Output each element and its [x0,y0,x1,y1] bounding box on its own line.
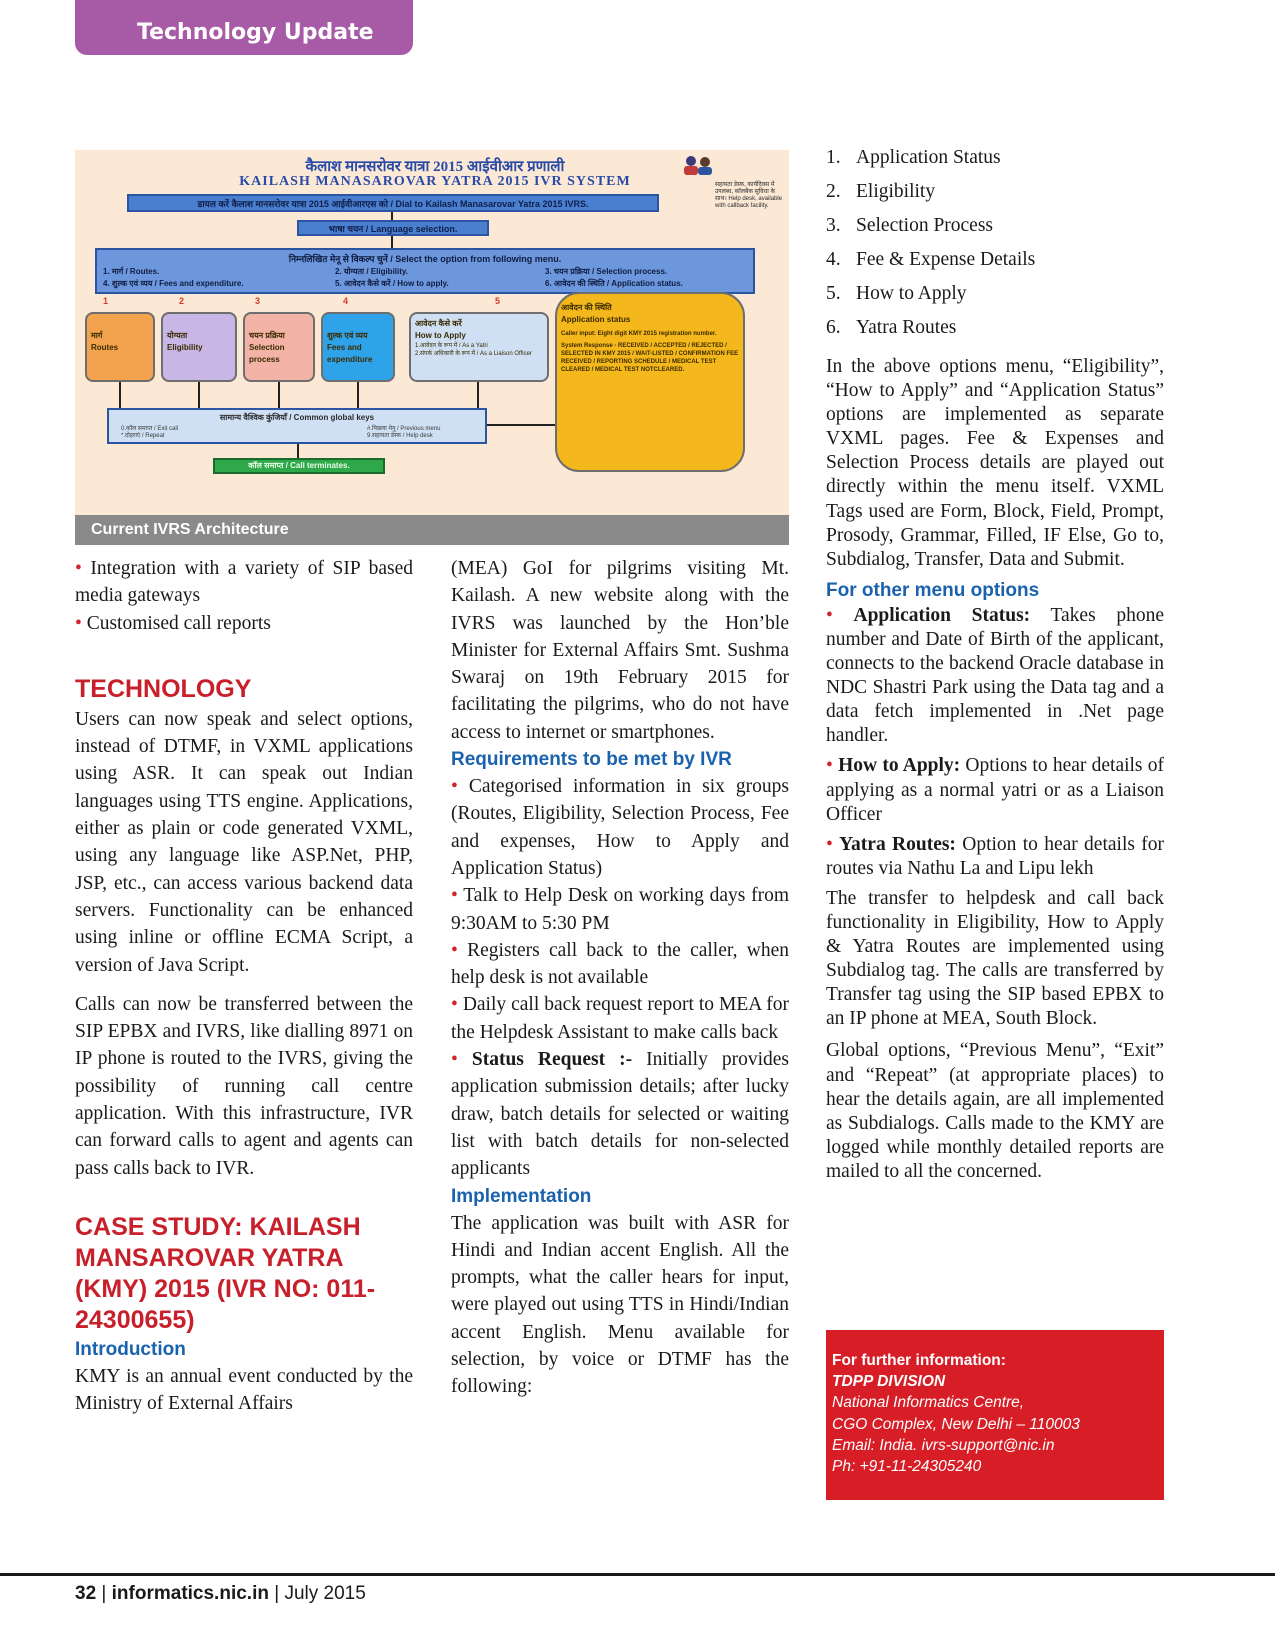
body-paragraph: Global options, “Previous Menu”, “Exit” and “Repeat” (at appropriate places) to hear the details again, are all implemented as Subdialogs. Calls made to the KMY are logged while monthly detailed reports are mailed to all the concerned. [826,1040,1164,1182]
flow-arrow [391,212,393,220]
menu-options-list [826,143,1164,347]
global-keys-left [121,426,178,440]
page-number: 32 [75,1583,97,1604]
info-phone: Ph: +91-11-24305240 [832,1458,982,1476]
body-paragraph: KMY is an annual event conducted by the Ministry of External Affairs [75,1365,413,1415]
node-selection-process [243,312,315,382]
status-line: Caller input: Eight digit KMY 2015 registration number. [561,331,717,337]
column-2 [451,555,789,1401]
global-key: *.दोहराएं / Repeat [121,433,165,439]
column-3 [826,143,1164,1184]
bullet-text: Registers call back to the caller, when help desk is not available [451,939,789,989]
bullet-icon: • [826,833,833,855]
list-item [826,313,1164,347]
bullet-text: Categorised information in six groups (Routes, Eligibility, Selection Process, Fee and expenses, How to Apply and Application Status) [451,776,789,879]
list-label: Application Status [856,147,1001,168]
bullet-icon: • [75,612,82,634]
language-bar: भाषा चयन / Language selection. [297,220,489,236]
node-fees [321,312,395,382]
list-item [826,177,1164,211]
status-line: System Response - RECEIVED / ACCEPTED / REJECTED / SELECTED IN KMY 2015 / WAIT-LISTED / CONFIRMATION FEE RECEIVED / REPORTING SCHEDULE / MEDICAL TEST CLEARED / MEDICAL TEST NOTCLEARED. [561,343,739,373]
list-item [826,279,1164,313]
bullet-item [826,833,1164,881]
node-hindi: आवेदन की स्थिति [561,303,612,312]
body-paragraph: Users can now speak and select options, instead of DTMF, in VXML applications using ASR. It can speak out Indian languages using TTS engine. Applications, either as plain or code generated VXML, using any language like ASP.Net, PHP, JSP, etc., can access various backend data servers. Functionality can be enhanced using inline or offline ECMA Script, a version of Java Script. [75,708,413,976]
info-heading: For further information: [832,1352,1006,1369]
implementation-heading: Implementation [451,1185,592,1207]
footer-rule [0,1573,1275,1576]
info-email: Email: India. ivrs-support@nic.in [832,1436,1055,1454]
global-key: #.पिछला मेनू / Previous menu [367,426,441,432]
flow-arrow [297,444,299,458]
node-hindi: आवेदन कैसे करें [415,319,462,328]
bullet-item [451,991,789,1046]
bullet-icon: • [451,776,458,798]
node-english: Selection process [249,343,285,364]
diagram-title-english: KAILASH MANASAROVAR YATRA 2015 IVR SYSTEM [239,174,631,189]
bullet-text: Daily call back request report to MEA for the Helpdesk Assistant to make calls back [451,994,789,1043]
global-keys-box [107,408,487,444]
node-number: 1 [103,296,109,306]
bullet-text: Options to hear details of applying as a normal yatri or as a Liaison Officer [826,755,1165,825]
helpdesk-note: सहायता डेस्क, कार्यदिवस में उपलब्ध, कॉलबैक सुविधा के साथ। Help desk, available with callback facility. [715,182,783,209]
case-study-heading: CASE STUDY: KAILASH MANSAROVAR YATRA (KMY) 2015 (IVR NO: 011-24300655) [75,1212,376,1334]
node-number: 4 [343,296,349,306]
bullet-item [826,754,1164,826]
body-paragraph: (MEA) GoI for pilgrims visiting Mt. Kailash. A new website along with the IVRS was launched by the Hon’ble Minister for External Affairs Smt. Sushma Swaraj on 19th February 2015 for facilitating the pilgrims, who do not have access to internet or smartphones. [451,558,789,743]
page-footer [75,1582,366,1606]
node-english: Application status [561,315,631,324]
bullet-item [451,773,789,882]
flow-arrow [391,236,393,248]
footer-separator: | [96,1583,112,1604]
bullet-text: Takes phone number and Date of Birth of the applicant, connects to the backend Oracle database in NDC Shastri Park using the Data tag and a data fetch implemented in .Net page handler. [826,604,1164,747]
list-label: Eligibility [856,181,936,202]
list-label: How to Apply [856,283,967,304]
node-how-to-apply [409,312,549,382]
apply-line: 2.संपर्क अधिकारी के रूप में / As a Liaison Officer [415,351,532,357]
bullet-icon: • [451,939,458,961]
bullet-text: Integration with a variety of SIP based media gateways [75,558,413,607]
list-number: 4. [826,249,841,270]
global-keys-title: सामान्य वैश्विक कुंजियाँ / Common global keys [219,413,375,422]
global-key: 9.सहायता डेस्क / Help desk [367,433,433,439]
list-number: 2. [826,181,841,202]
node-application-status [555,292,745,472]
dial-bar: डायल करें कैलाश मानसरोवर यात्रा 2015 आईवीआरएस को / Dial to Kailash Manasarovar Yatra 2015 IVRS. [127,194,659,212]
flow-arrow [119,382,121,408]
flow-arrow [357,382,359,408]
other-options-heading: For other menu options [826,579,1040,601]
flow-arrow [278,382,280,408]
bullet-label: Status Request :- [471,1049,633,1071]
node-english: Eligibility [167,343,203,352]
node-number: 5 [495,296,501,306]
body-paragraph: The application was built with ASR for Hindi and Indian accent English. All the prompts, what the caller hears for input, were played out using TTS in Hindi/Indian accent English. Menu available for selection, by voice or DTMF has the following: [451,1212,789,1398]
body-paragraph: The transfer to helpdesk and call back functionality in Eligibility, How to Apply & Yatra Routes are implemented using Subdialog tag. The calls are transferred by Transfer tag using the SIP based EPBX to an IP phone at MEA, South Block. [826,887,1164,1030]
menu-option: 2. योग्यता / Eligibility. [335,267,408,276]
bullet-label: Yatra Routes: [839,833,956,855]
menu-option: 1. मार्ग / Routes. [103,267,160,276]
bullet-label: Application Status: [853,604,1031,626]
flow-arrow [477,382,479,408]
bullet-item [75,610,413,637]
footer-date: July 2015 [284,1583,366,1604]
bullet-icon: • [826,755,833,777]
list-item [826,143,1164,177]
bullet-item [75,555,413,610]
node-hindi: शुल्क एवं व्यय [327,331,368,340]
menu-options-box [95,248,755,294]
list-label: Yatra Routes [856,317,957,338]
menu-option: 3. चयन प्रक्रिया / Selection process. [545,267,668,276]
menu-option: 4. शुल्क एवं व्यय / Fees and expenditure. [103,279,244,288]
technology-heading: TECHNOLOGY [75,674,252,703]
node-hindi: योग्यता [167,331,188,340]
section-label: Technology Update [137,20,374,45]
bullet-icon: • [75,558,82,579]
requirements-heading: Requirements to be met by IVR [451,749,732,771]
flow-connector [487,424,555,426]
list-item [826,211,1164,245]
column-1 [75,555,413,1418]
menu-heading: निम्नलिखित मेनू से विकल्प चुनें / Select the option from following menu. [288,254,562,264]
node-number: 2 [179,296,185,306]
node-number: 3 [255,296,261,306]
menu-option: 6. आवेदन की स्थिति / Application status. [545,279,683,288]
apply-line: 1.आवेदन के रूप में / As a Yatri [415,343,488,349]
body-paragraph: Calls can now be transferred between the SIP EPBX and IVRS, like dialling 8971 on IP phone is routed to the IVRS, giving the possibility of running call centre application. With this infrastructure, IVR can forward calls to agent and agents can pass calls back to IVR. [75,993,413,1179]
bullet-text: Initially provides application submission details; after lucky draw, batch details for selected or waiting list with batch details for non-selected applicants [451,1049,790,1180]
bullet-text: Option to hear details for routes via Nathu La and Lipu lekh [826,833,1165,879]
figure-caption: Current IVRS Architecture [91,521,289,538]
bullet-icon: • [451,1049,458,1071]
introduction-heading: Introduction [75,1338,186,1360]
helpdesk-person-icon [681,154,715,176]
bullet-text: Talk to Help Desk on working days from 9:30AM to 5:30 PM [451,885,789,934]
node-hindi: मार्ग [91,331,103,340]
list-item [826,245,1164,279]
node-english: Fees and expenditure [327,343,373,364]
ivrs-architecture-figure [75,150,789,545]
figure-caption-bar [75,515,789,545]
bullet-item [451,882,789,937]
info-line: CGO Complex, New Delhi – 110003 [832,1415,1080,1433]
list-number: 1. [826,147,841,168]
footer-site: informatics.nic.in [111,1583,269,1604]
info-line: National Informatics Centre, [832,1394,1025,1412]
ivrs-diagram [75,150,789,515]
call-terminates-bar: कॉल समाप्त / Call terminates. [213,458,385,474]
further-info-box [826,1330,1164,1500]
bullet-item [826,604,1164,749]
info-division: TDPP DIVISION [832,1373,946,1391]
list-number: 6. [826,317,841,338]
section-tab [75,0,413,55]
node-hindi: चयन प्रक्रिया [249,331,285,340]
bullet-item [451,937,789,992]
bullet-item [451,1046,789,1182]
footer-separator: | [268,1583,285,1604]
node-eligibility [161,312,237,382]
flow-arrow [198,382,200,408]
bullet-icon: • [451,885,458,907]
list-label: Selection Process [856,215,994,236]
bullet-text: Customised call reports [86,612,271,634]
bullet-label: How to Apply: [838,755,961,777]
bullet-icon: • [451,994,458,1016]
menu-option: 5. आवेदन कैसे करें / How to apply. [335,279,449,288]
global-keys-right [367,426,440,440]
list-number: 5. [826,283,841,304]
node-english: Routes [91,343,119,352]
list-number: 3. [826,215,841,236]
diagram-title-hindi: कैलाश मानसरोवर यात्रा 2015 आईवीआर प्रणाली [305,159,565,175]
list-label: Fee & Expense Details [856,249,1036,270]
global-key: 0.कॉल समाप्त / Exit call [121,426,179,432]
body-paragraph: In the above options menu, “Eligibility”, “How to Apply” and “Application Status” options are implemented as separate VXML pages. Fee & Expenses and Selection Process details are played out directly within the menu itself. VXML Tags used are Form, Block, Field, Prompt, Prosody, Grammar, Filled, IF Else, Go to, Subdialog, Transfer, Data and Submit. [826,356,1164,570]
node-english: How to Apply [415,331,466,340]
node-routes [85,312,155,382]
bullet-icon: • [826,604,833,626]
